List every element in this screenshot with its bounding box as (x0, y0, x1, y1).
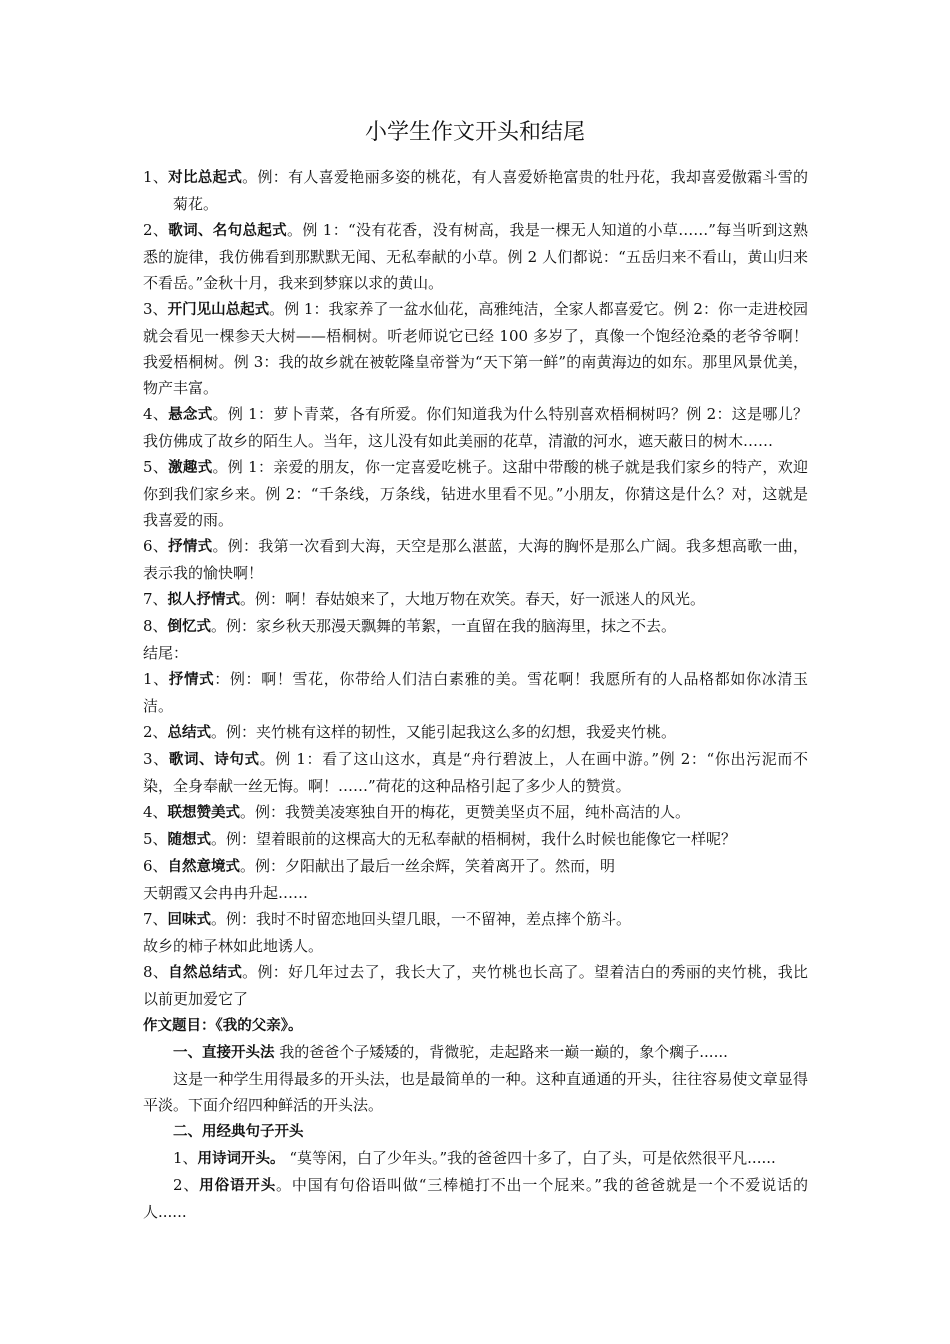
item-number: 5、 (143, 830, 168, 848)
opening-item-1 (143, 164, 808, 217)
item-label: 歌词、诗句式 (168, 752, 260, 768)
item-number: 7、 (143, 910, 168, 928)
item-text: 。例：我时不时留恋地回头望几眼，一不留神，差点摔个筋斗。 (211, 910, 632, 928)
item-text: ：例：啊！雪花，你带给人们洁白素雅的美。雪花啊！我愿所有的人品格都如你冰清玉洁。 (143, 670, 809, 715)
item-number: 6、 (143, 857, 168, 875)
item-label: 联想赞美式 (167, 805, 241, 821)
item-label: 总结式 (167, 725, 212, 741)
item-number: 1、 (143, 168, 169, 186)
direct-opening (143, 1039, 808, 1066)
ending-item-1 (143, 666, 808, 719)
item-number: 7、 (143, 590, 168, 608)
item-number: 1、 (143, 670, 169, 688)
item-label: 拟人抒情式 (167, 592, 241, 608)
item-number: 8、 (143, 963, 169, 981)
item-label: 用诗词开头。 (197, 1151, 285, 1167)
item-text: 。例：啊！春姑娘来了，大地万物在欢笑。春天，好一派迷人的风光。 (240, 590, 706, 608)
item-number: 6、 (143, 537, 169, 555)
item-text: 。例：家乡秋天那漫天飘舞的苇絮，一直留在我的脑海里，抹之不去。 (211, 617, 677, 635)
direct-opening-text: 我的爸爸个子矮矮的，背微驼，走起路来一巅一巅的，象个瘸子...... (274, 1043, 728, 1061)
ending-item-7-continued: 故乡的柿子林如此地诱人。 (143, 937, 324, 955)
essay-topic-label: 作文题目：《我的父亲》。 (143, 1018, 303, 1034)
essay-topic (143, 1012, 808, 1039)
endings-heading: 结尾： (143, 644, 189, 662)
item-text: 。例 1：看了这山这水，真是“舟行碧波上，人在画中游。”例 2：“你出污泥而不染，全身奉献一丝无悔。啊！……”荷花的这种品格引起了多少人的赞赏。 (143, 750, 809, 795)
item-label: 抒情式 (168, 539, 213, 555)
ending-item-8 (143, 959, 808, 1012)
item-text: 。例：我赞美凌寒独自开的梅花，更赞美坚贞不屈，纯朴高洁的人。 (240, 803, 691, 821)
opening-item-8 (143, 613, 808, 640)
item-number: 1、 (173, 1149, 198, 1167)
opening-item-7 (143, 586, 808, 613)
opening-item-3 (143, 296, 808, 401)
item-label: 随想式 (167, 832, 212, 848)
item-number: 5、 (143, 458, 169, 476)
direct-opening-label: 一、直接开头法 (173, 1045, 275, 1061)
ending-item-6 (143, 853, 808, 880)
item-number: 8、 (143, 617, 168, 635)
item-text: 。中国有句俗语叫做“三棒槌打不出一个屁来。”我的爸爸就是一个不爱说话的人...... (143, 1176, 809, 1221)
item-text: 。例：我第一次看到大海，天空是那么湛蓝，大海的胸怀是那么广阔。我多想高歌一曲，表示我的愉快啊！ (143, 537, 809, 582)
item-label: 自然意境式 (167, 859, 241, 875)
item-label: 开门见山总起式 (167, 302, 270, 318)
direct-opening-note: 这是一种学生用得最多的开头法，也是最简单的一种。这种直通通的开头，往往容易使文章显得平淡。下面介绍四种鲜活的开头法。 (143, 1070, 808, 1114)
item-number: 2、 (143, 723, 168, 741)
item-text: 。例：夕阳献出了最后一丝余辉，笑着离开了。然而，明 (240, 857, 616, 875)
item-text: “莫等闲，白了少年头。”我的爸爸四十多了，白了头，可是依然很平凡...... (284, 1149, 776, 1167)
document-body (143, 164, 808, 1225)
item-label: 自然总结式 (168, 965, 243, 981)
ending-item-3 (143, 746, 808, 799)
item-text: 。例 1：亲爱的朋友，你一定喜爱吃桃子。这甜中带酸的桃子就是我们家乡的特产，欢迎你到我们家乡来。例 2：“千条线，万条线，钻进水里看不见。”小朋友，你猜这是什么？对，这就是我喜爱的雨。 (143, 458, 809, 529)
item-label: 倒忆式 (167, 619, 212, 635)
ending-item-2 (143, 719, 808, 746)
ending-item-5 (143, 826, 808, 853)
item-number: 3、 (143, 750, 169, 768)
opening-item-2 (143, 217, 808, 296)
item-label: 歌词、名句总起式 (168, 223, 287, 239)
item-number: 4、 (143, 405, 169, 423)
ending-item-4 (143, 799, 808, 826)
item-text: 。例 1：“没有花香，没有树高，我是一棵无人知道的小草……”每当听到这熟悉的旋律，我仿佛看到那默默无闻、无私奉献的小草。例 2 人们都说：“五岳归来不看山，黄山归来不看岳。”金秋十月，我来到梦寐以求的黄山。 (143, 221, 809, 292)
item-text: 。例：有人喜爱艳丽多姿的桃花，有人喜爱娇艳富贵的牡丹花，我却喜爱傲霜斗雪的菊花。 (173, 168, 809, 213)
item-text: 。例：好几年过去了，我长大了，夹竹桃也长高了。望着洁白的秀丽的夹竹桃，我比以前更加爱它了 (143, 963, 809, 1008)
item-label: 回味式 (167, 912, 212, 928)
item-text: 。例 1：萝卜青菜，各有所爱。你们知道我为什么特别喜欢梧桐树吗？例 2：这是哪儿？我仿佛成了故乡的陌生人。当年，这儿没有如此美丽的花草，清澈的河水，遮天蔽日的树木…… (143, 405, 808, 450)
opening-item-5 (143, 454, 808, 533)
item-number: 3、 (143, 300, 168, 318)
item-label: 抒情式 (168, 672, 215, 688)
item-label: 悬念式 (168, 407, 213, 423)
opening-item-6 (143, 533, 808, 586)
classic-sentence-heading (143, 1118, 808, 1145)
item-number: 2、 (173, 1176, 200, 1194)
item-label: 激趣式 (168, 460, 213, 476)
item-text: 。例 1：我家养了一盆水仙花，高雅纯洁，全家人都喜爱它。例 2：你一走进校园就会看见一棵参天大树——梧桐树。听老师说它已经 100 多岁了，真像一个饱经沧桑的老爷爷啊！我爱梧桐树。例 3：我的故乡就在被乾隆皇帝誉为“天下第一鲜”的南黄海边的如东。那里风景优美，物产丰富。 (143, 300, 809, 397)
ending-item-7 (143, 906, 808, 933)
opening-item-4 (143, 401, 808, 454)
ending-item-6-continued: 天朝霞又会冉冉升起…… (143, 884, 309, 902)
item-text: 。例：望着眼前的这棵高大的无私奉献的梧桐树，我什么时候也能像它一样呢？ (211, 830, 737, 848)
classic-heading-label: 二、用经典句子开头 (173, 1124, 304, 1140)
poem-opening (143, 1145, 808, 1172)
page-title: 小学生作文开头和结尾 (364, 120, 585, 145)
item-label: 用俗语开头 (199, 1178, 277, 1194)
proverb-opening (143, 1172, 808, 1225)
item-label: 对比总起式 (168, 170, 243, 186)
item-number: 2、 (143, 221, 169, 239)
item-text: 。例：夹竹桃有这样的韧性，又能引起我这么多的幻想，我爱夹竹桃。 (211, 723, 677, 741)
item-number: 4、 (143, 803, 168, 821)
